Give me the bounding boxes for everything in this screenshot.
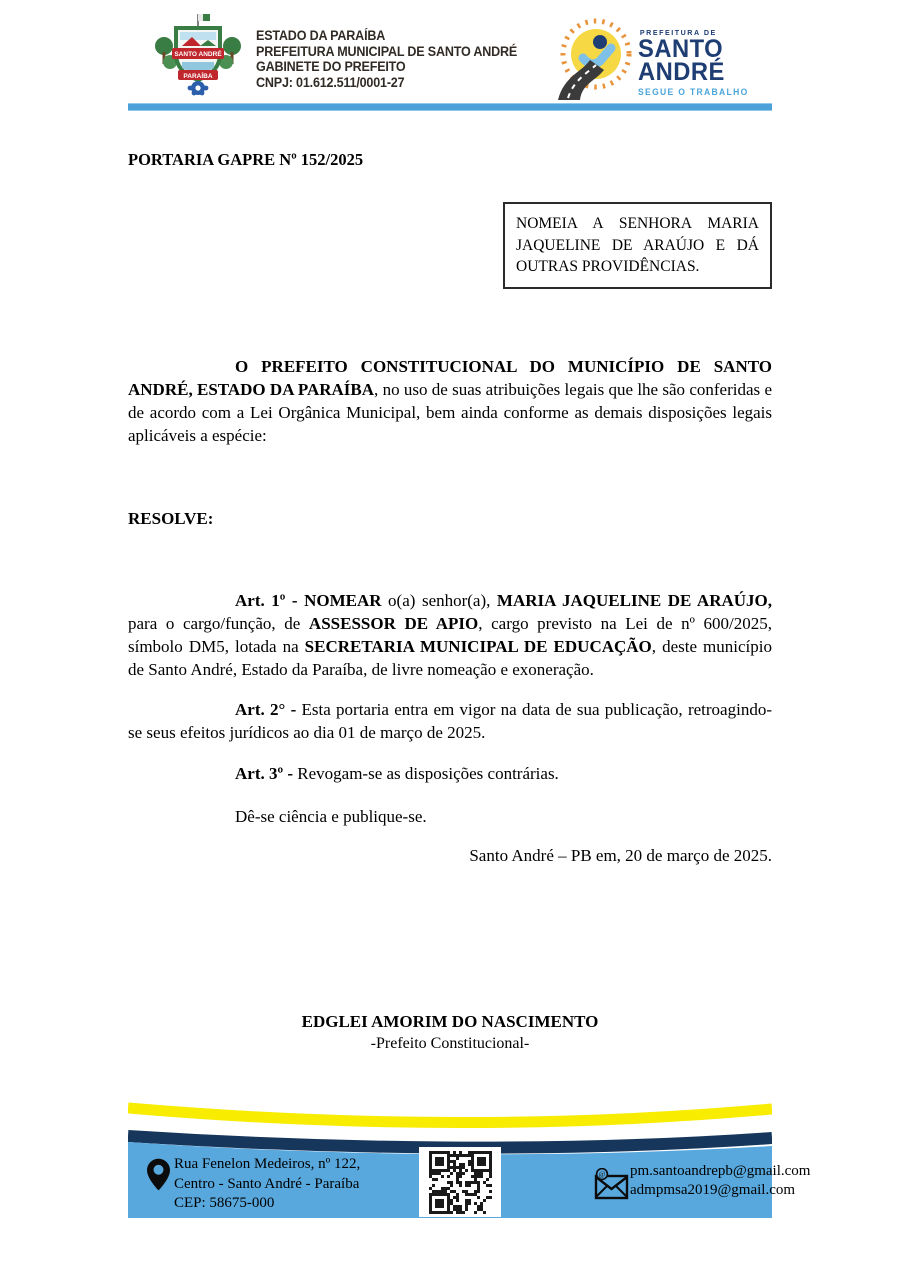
email-envelope-icon — [593, 1168, 630, 1205]
signature-role: -Prefeito Constitucional- — [370, 1034, 530, 1052]
document-body — [128, 0, 772, 1055]
closing-line: Dê-se ciência e publique-se. — [235, 806, 427, 826]
qr-code — [419, 1147, 501, 1217]
location-pin-icon — [147, 1158, 170, 1197]
document-title: PORTARIA GAPRE Nº 152/2025 — [128, 150, 364, 169]
date-line: Santo André – PB em, 20 de março de 2025. — [469, 845, 772, 865]
footer-address: Rua Fenelon Medeiros, nº 122, Centro - Santo André - Paraíba CEP: 58675-000 — [174, 1156, 361, 1211]
resolve-heading: RESOLVE: — [128, 508, 214, 528]
article-3-paragraph: Art. 3º - Revogam-se as disposições contrárias. — [235, 763, 559, 783]
brand-tagline: SEGUE O TRABALHO — [638, 87, 749, 97]
article-2-paragraph: Art. 2° - Esta portaria entra em vigor na data de sua publicação, retroagindo-se seus efeitos jurídicos ao dia 01 de março de 2025. — [128, 699, 772, 742]
header-org-lines: ESTADO DA PARAÍBA PREFEITURA MUNICIPAL DE SANTO ANDRÉ GABINETE DO PREFEITO CNPJ: 01.612.511/0001-27 — [256, 28, 518, 90]
brand-santo-label: SANTO — [638, 35, 724, 63]
crest-band-label: SANTO ANDRÉ — [174, 51, 222, 58]
brand-prefeitura-label: PREFEITURA DE — [639, 28, 717, 37]
footer-emails: pm.santoandrepb@gmail.com admpmsa2019@gmail.com — [630, 1163, 811, 1198]
summary-box: NOMEIA A SENHORA MARIA JAQUELINE DE ARAÚJO E DÁ OUTRAS PROVIDÊNCIAS. — [503, 202, 772, 289]
svg-text:@: @ — [598, 1169, 606, 1179]
crest-ribbon-label: PARAÍBA — [183, 73, 213, 80]
signature-block — [128, 1011, 772, 1055]
brand-andre-label: ANDRÉ — [638, 58, 725, 86]
signature-name: EDGLEI AMORIM DO NASCIMENTO — [301, 1011, 599, 1031]
preamble-paragraph: O PREFEITO CONSTITUCIONAL DO MUNICÍPIO DE SANTO ANDRÉ, ESTADO DA PARAÍBA, no uso de suas atribuições legais que lhe são conferidas e de acordo com a Lei Orgânica Municipal, bem ainda conforme as demais disposições legais aplicáveis a espécie: — [128, 356, 772, 445]
article-1-paragraph: Art. 1º - NOMEAR o(a) senhor(a), MARIA JAQUELINE DE ARAÚJO, para o cargo/função, de ASSESSOR DE APIO, cargo previsto na Lei de nº 600/2025, símbolo DM5, lotada na SECRETARIA MUNICIPAL DE EDUCAÇÃO, deste município de Santo André, Estado da Paraíba, de livre nomeação e exoneração. — [128, 590, 772, 679]
